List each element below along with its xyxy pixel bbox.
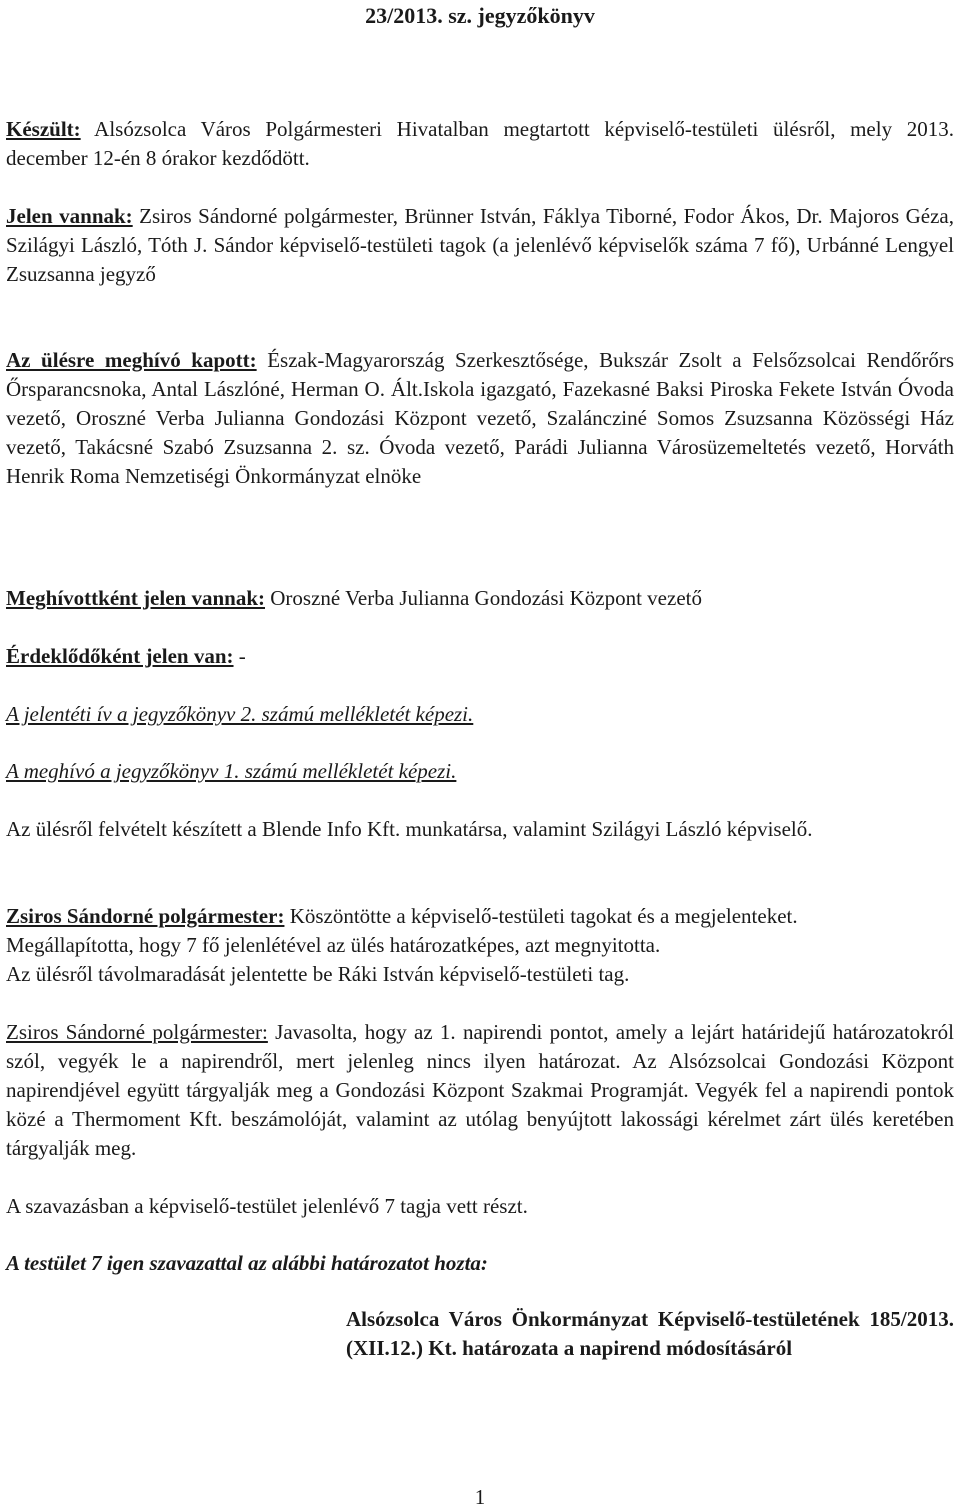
koszontes-line-2: Megállapította, hogy 7 fő jelenlétével az ülés határozatképes, azt megnyitotta. [6, 933, 661, 957]
page-number: 1 [474, 1485, 486, 1509]
jelenteti-iv-text: A jelentéti ív a jegyzőkönyv 2. számú mellékletét képezi. [6, 702, 474, 726]
hatarozat-intro [6, 1249, 954, 1278]
document-title: 23/2013. sz. jegyzőkönyv [365, 3, 595, 28]
jelen-text: Zsiros Sándorné polgármester, Brünner István, Fáklya Tiborné, Fodor Ákos, Dr. Majoros Géza, Szilágyi László, Tóth J. Sándor képviselő-testületi tagok (a jelenlévő képviselők száma 7 fő), Urbánné Lengyel Zsuzsanna jegyző [6, 204, 954, 286]
jelen-paragraph [6, 202, 954, 289]
meghivottkent-text: Oroszné Verba Julianna Gondozási Központ vezető [265, 586, 702, 610]
hatarozat-title: Alsózsolca Város Önkormányzat Képviselő-testületének 185/2013. (XII.12.) Kt. határozata a napirend módosításáról [346, 1307, 954, 1360]
erdeklodokent-label: Érdeklődőként jelen van: [6, 644, 234, 668]
jelenteti-iv-note [6, 700, 954, 729]
meghivo-paragraph [6, 346, 954, 491]
koszontes-line-1: Köszöntötte a képviselő-testületi tagokat és a megjelenteket. [284, 904, 798, 928]
meghivottkent-paragraph [6, 584, 954, 613]
meghivo-label: Az ülésre meghívó kapott: [6, 348, 257, 372]
javaslat-paragraph [6, 1018, 954, 1163]
keszult-label: Készült: [6, 117, 81, 141]
hatarozat-intro-text: A testület 7 igen szavazattal az alábbi határozatot hozta: [6, 1251, 488, 1275]
meghivo-melleklet-note [6, 757, 954, 786]
koszontes-label: Zsiros Sándorné polgármester: [6, 904, 285, 928]
jelen-label: Jelen vannak: [6, 204, 133, 228]
koszontes-paragraph [6, 902, 954, 989]
javaslat-text: Javasolta, hogy az 1. napirendi pontot, amely a lejárt határidejű határozatokról szól, vegyék le a napirendről, mert jelenleg nincs ilyen határozat. Az Alsózsolcai Gondozási Központ napirendjével együtt tárgyalják meg a Gondozási Központ Szakmai Programját. Vegyék fel a napirendi pontok közé a Thermoment Kft. beszámolóját, valamint az utólag benyújtott lakossági kérelmet zárt ülés keretében tárgyalják meg. [6, 1020, 954, 1160]
meghivo-text: Észak-Magyarország Szerkesztősége, Bukszár Zsolt a Felsőzsolcai Rendőrőrs Őrsparancsnoka, Antal Lászlóné, Herman O. Ált.Iskola igazgató, Fazekasné Baksi Piroska Fekete István Óvoda vezető, Oroszné Verba Julianna Gondozási Központ vezető, Szaláncziné Somos Zsuzsanna Közösségi Ház vezető, Takácsné Szabó Zsuzsanna 2. sz. Óvoda vezető, Parádi Julianna Városüzemeltetés vezető, Horváth Henrik Roma Nemzetiségi Önkormányzat elnöke [6, 348, 954, 488]
javaslat-label: Zsiros Sándorné polgármester: [6, 1020, 268, 1044]
erdeklodokent-text: - [233, 644, 246, 668]
szavazas-paragraph: A szavazásban a képviselő-testület jelenlévő 7 tagja vett részt. [6, 1194, 528, 1218]
keszult-paragraph [6, 115, 954, 173]
koszontes-line-3: Az ülésről távolmaradását jelentette be Ráki István képviselő-testületi tag. [6, 962, 630, 986]
felvetel-paragraph: Az ülésről felvételt készített a Blende Info Kft. munkatársa, valamint Szilágyi László képviselő. [6, 817, 813, 841]
erdeklodokent-paragraph [6, 642, 954, 671]
meghivo-melleklet-text: A meghívó a jegyzőkönyv 1. számú mellékletét képezi. [6, 759, 457, 783]
meghivottkent-label: Meghívottként jelen vannak: [6, 586, 265, 610]
keszult-text: Alsózsolca Város Polgármesteri Hivatalban megtartott képviselő-testületi ülésről, mely 2013. december 12-én 8 órakor kezdődött. [6, 117, 954, 170]
